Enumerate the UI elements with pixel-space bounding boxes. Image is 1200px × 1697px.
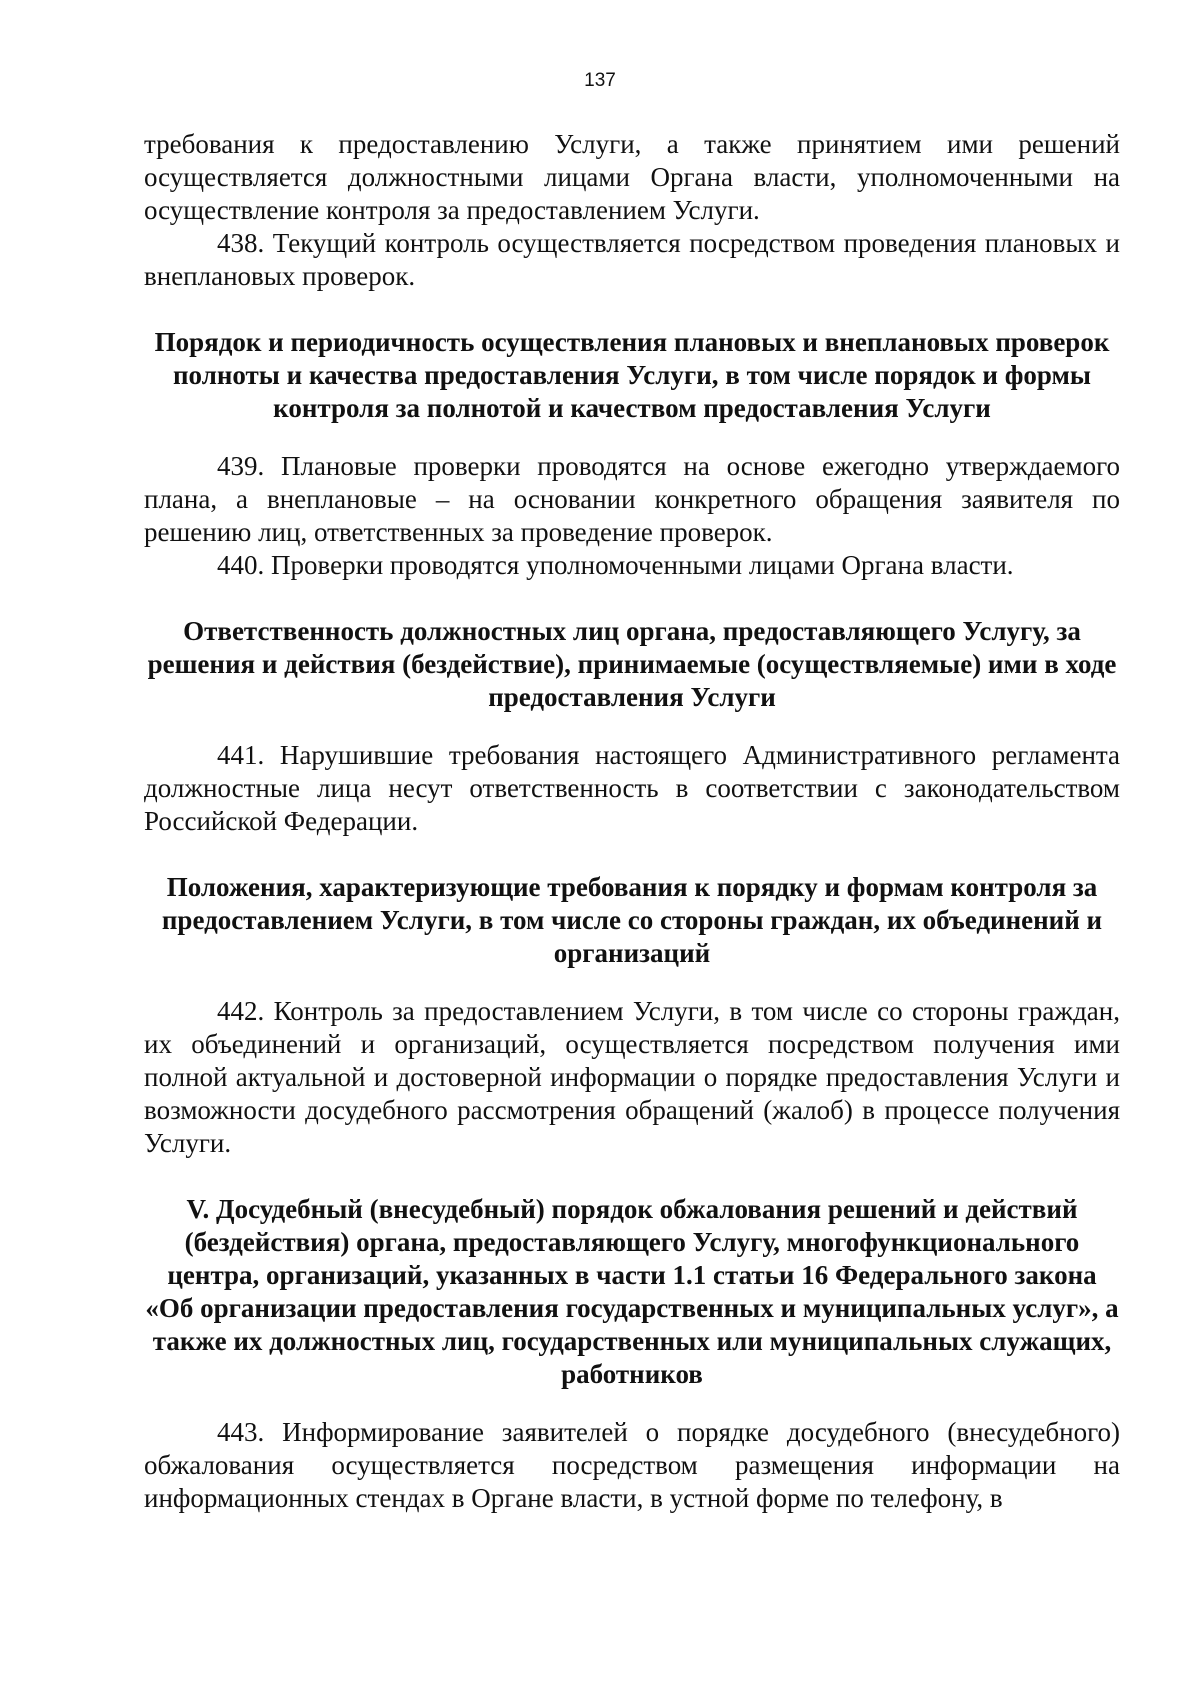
paragraph-442: 442. Контроль за предоставлением Услуги, в том числе со стороны граждан, их объединений и организаций, осуществляется посредством получения ими полной актуальной и достоверной информации о порядке предоставления Услуги и возможности досудебного рассмотрения обращений (жалоб) в процессе получения Услуги. [144, 996, 1120, 1158]
paragraph-440: 440. Проверки проводятся уполномоченными лицами Органа власти. [217, 550, 1014, 580]
section-heading-control-requirements: Положения, характеризующие требования к порядку и формам контроля за предоставлением Услуги, в том числе со стороны граждан, их объединений и организаций [161, 872, 1103, 968]
page-number: 137 [584, 70, 616, 91]
paragraph-441: 441. Нарушившие требования настоящего Административного регламента должностные лица несут ответственность в соответствии с законодательством Российской Федерации. [144, 740, 1120, 836]
page-content [144, 128, 1120, 1515]
section-heading-responsibility: Ответственность должностных лиц органа, предоставляющего Услугу, за решения и действия (бездействие), принимаемые (осуществляемые) ими в ходе предоставления Услуги [147, 616, 1117, 712]
paragraph-438: 438. Текущий контроль осуществляется посредством проведения плановых и внеплановых проверок. [144, 228, 1120, 291]
paragraph-continuation: требования к предоставлению Услуги, а также принятием ими решений осуществляется должностными лицами Органа власти, уполномоченными на осуществление контроля за предоставлением Услуги. [144, 129, 1120, 225]
chapter-heading-v: V. Досудебный (внесудебный) порядок обжалования решений и действий (бездействия) органа, предоставляющего Услугу, многофункционального центра, организаций, указанных в части 1.1 статьи 16 Федерального закона «Об организации предоставления государственных и муниципальных услуг», а также их должностных лиц, государственных или муниципальных служащих, работников [145, 1194, 1119, 1389]
paragraph-443: 443. Информирование заявителей о порядке досудебного (внесудебного) обжалования осуществляется посредством размещения информации на информационных стендах в Органе власти, в устной форме по телефону, в [144, 1417, 1120, 1513]
section-heading-inspections: Порядок и периодичность осуществления плановых и внеплановых проверок полноты и качества предоставления Услуги, в том числе порядок и формы контроля за полнотой и качеством предоставления Услуги [154, 327, 1110, 423]
paragraph-439: 439. Плановые проверки проводятся на основе ежегодно утверждаемого плана, а внеплановые – на основании конкретного обращения заявителя по решению лиц, ответственных за проведение проверок. [144, 451, 1120, 547]
